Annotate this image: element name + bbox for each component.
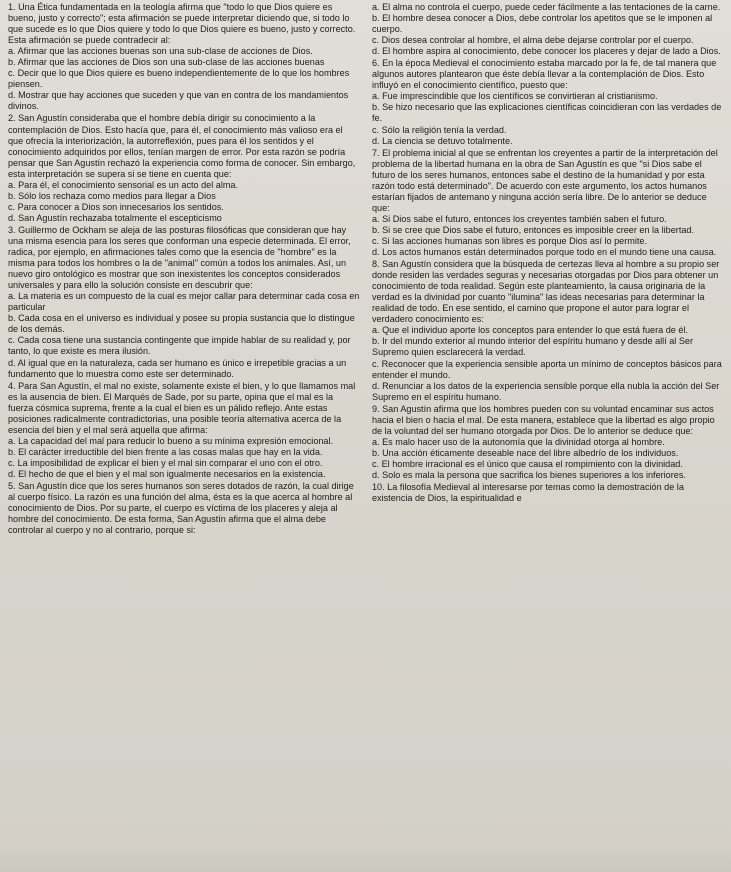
question-4-option-a: a. La capacidad del mal para reducir lo bueno a su mínima expresión emocional. (8, 435, 334, 446)
question-1-option-a: a. Afirmar que las acciones buenas son una sub-clase de acciones de Dios. (8, 46, 313, 57)
question-8-option-a: a. Que el individuo aporte los conceptos para entender lo que está fuera de él. (372, 325, 688, 336)
question-7-option-b: b. Si se cree que Dios sabe el futuro, entonces es imposible creer en la libertad. (372, 224, 694, 235)
question-3-option-d: d. Al igual que en la naturaleza, cada ser humano es único e irrepetible gracias a un fundamento que lo muestra como este ser determinado. (8, 357, 347, 379)
page-bottom-margin (0, 846, 731, 872)
question-3-option-c: c. Cada cosa tiene una sustancia contingente que impide hablar de su realidad y, por tanto, lo que existe es mera ilusión. (8, 335, 351, 357)
question-5-option-b: b. El hombre desea conocer a Dios, debe controlar los apetitos que se le imponen al cuerpo. (372, 13, 713, 35)
question-8-option-d: d. Renunciar a los datos de la experiencia sensible porque ella nubla la acción del Ser Supremo en el espíritu humano. (372, 380, 720, 402)
question-6-option-c: c. Sólo la religión tenía la verdad. (372, 124, 507, 135)
question-2: 2. San Agustín consideraba que el hombre debía dirigir su conocimiento a la contemplación de Dios. Esto hacía que, para él, el conocimiento más valioso era el que ofrecía la interiorización, la autorreflexión, pues para él los sentidos y el conocimiento adquiridos por ellos, tenían margen de error. Por esta razón se podría pensar que San Agustín rechazó la experiencia como forma de conocer. Sin embargo, esta interpretación se supera si se tiene en cuenta que: (8, 113, 356, 179)
question-7: 7. El problema inicial al que se enfrentan los creyentes a partir de la interpretación del problema de la libertad humana en la obra de San Agustín es que "si Dios sabe el futuro de los seres humanos, entonces sabe el destino de la humanidad y por esta razón todo está determinado". De acuerdo con este argumento, los actos humanos estarían fijados de antemano y ninguna acción sería libre. De lo anterior se deduce que: (372, 147, 718, 213)
question-5-option-c: c. Dios desea controlar al hombre, el alma debe dejarse controlar por el cuerpo. (372, 35, 694, 46)
question-5-option-d: d. El hombre aspira al conocimiento, debe conocer los placeres y dejar de lado a Dios. (372, 46, 721, 57)
question-6: 6. En la época Medieval el conocimiento estaba marcado por la fe, de tal manera que algunos autores plantearon que éste debía llevar a la contemplación de Dios. Esto influyó en el conocimiento científico, puesto que: (372, 58, 717, 91)
question-7-option-a: a. Si Dios sabe el futuro, entonces los creyentes también saben el futuro. (372, 213, 667, 224)
question-8: 8. San Agustín considera que la búsqueda de certezas lleva al hombre a su propio ser donde residen las verdades seguras y necesarias otorgadas por Dios para obtener un conocimiento de toda realidad. Según este planteamiento, la causa originaria de la verdad es la divinidad por cuanto "ilumina" las ideas necesarias para determinar la realidad de todo. En ese sentido, el camino que propone el autor para lograr el verdadero conocimiento es: (372, 259, 720, 325)
question-4: 4. Para San Agustín, el mal no existe, solamente existe el bien, y lo que llamamos mal es la ausencia de bien. El Marqués de Sade, por su parte, opina que el mal es la fuerza cósmica suprema, frente a la cual el bien es un pálido reflejo. Ante estas posiciones radicalmente contradictorias, una posible teoría alternativa acerca de la esencia del bien y el mal será aquella que afirma: (8, 380, 356, 435)
question-6-option-d: d. La ciencia se detuvo totalmente. (372, 135, 513, 146)
question-9-option-d: d. Solo es mala la persona que sacrifica los bienes superiores a los inferiores. (372, 469, 686, 480)
question-9: 9. San Agustín afirma que los hombres pueden con su voluntad encaminar sus actos hacia el bien o hacia el mal. De esta manera, establece que la libertad es algo propio de la voluntad del ser humano otorgada por Dios. De lo anterior se deduce que: (372, 403, 715, 436)
question-3: 3. Guillermo de Ockham se aleja de las posturas filosóficas que consideran que hay una misma esencia para los seres que conforman una especie determinada. El error, radica, por ejemplo, en afirmaciones tales como que la esencia de "hombre" es la misma para todos los hombres o la de "animal" común a todos los animales. Así, un nuevo giro ontológico es mostrar que son inexistentes los conceptos considerados universales y para ello la solución consiste en descubrir que: (8, 224, 351, 291)
question-1-option-b: b. Afirmar que las acciones de Dios son una sub-clase de las acciones buenas (8, 57, 325, 68)
question-6-option-b: b. Se hizo necesario que las explicaciones científicas coincidieran con las verdades de fe. (372, 102, 722, 124)
question-5-option-a: a. El alma no controla el cuerpo, puede ceder fácilmente a las tentaciones de la carne. (372, 2, 721, 12)
question-4-option-b: b. El carácter irreductible del bien frente a las cosas malas que hay en la vida. (8, 446, 323, 457)
question-3-option-a: a. La materia es un compuesto de la cual es mejor callar para determinar cada cosa en particular (8, 291, 360, 313)
question-1-option-c: c. Decir que lo que Dios quiere es bueno independientemente de lo que los hombres piensen. (8, 68, 350, 90)
question-2-option-c: c. Para conocer a Dios son innecesarios los sentidos. (8, 201, 224, 212)
question-2-option-d: d. San Agustín rechazaba totalmente el escepticismo (8, 212, 222, 223)
question-1-option-d: d. Mostrar que hay acciones que suceden y que van en contra de los mandamientos divinos. (8, 90, 349, 112)
question-2-option-a: a. Para él, el conocimiento sensorial es un acto del alma. (8, 179, 238, 190)
question-9-option-a: a. Es malo hacer uso de la autonomía que la divinidad otorga al hombre. (372, 436, 665, 447)
question-9-option-c: c. El hombre irracional es el único que causa el rompimiento con la divinidad. (372, 458, 683, 469)
question-3-option-b: b. Cada cosa en el universo es individual y posee su propia sustancia que lo distingue de los demás. (8, 313, 355, 335)
question-8-option-b: b. Ir del mundo exterior al mundo interior del espíritu humano y desde allí al Ser Supremo quien esclarecerá la verdad. (372, 336, 693, 358)
question-7-option-d: d. Los actos humanos están determinados porque todo en el mundo tiene una causa. (372, 247, 717, 258)
question-4-option-d: d. El hecho de que el bien y el mal son igualmente necesarios en la existencia. (8, 468, 326, 479)
right-column (372, 2, 724, 504)
question-4-option-c: c. La imposibilidad de explicar el bien y el mal sin comparar el uno con el otro. (8, 457, 323, 468)
question-7-option-c: c. Si las acciones humanas son libres es porque Dios así lo permite. (372, 235, 647, 246)
question-1: 1. Una Ética fundamentada en la teología afirma que "todo lo que Dios quiere es bueno, justo y correcto"; esta afirmación se puede interpretar diciendo que, si todo lo que sucede es lo que Dios quiere y todo lo que Dios quiere es bueno, justo y correcto. Esta afirmación se puede contradecir al: (8, 2, 356, 46)
question-2-option-b: b. Sólo los rechaza como medios para llegar a Dios (8, 190, 216, 201)
question-5: 5. San Agustín dice que los seres humanos son seres dotados de razón, la cual dirige al cuerpo físico. La razón es una función del alma, ésta es la que acerca al hombre al conocimiento de Dios. Por su parte, el cuerpo es víctima de los placeres y aleja al hombre del conocimiento. De esta forma, San Agustín afirma que el alma debe controlar al cuerpo y no al contrario, porque si: (8, 481, 354, 536)
left-column (8, 2, 360, 536)
question-8-option-c: c. Reconocer que la experiencia sensible aporta un mínimo de conceptos básicos para entender el mundo. (372, 358, 722, 380)
question-9-option-b: b. Una acción éticamente deseable nace del libre albedrío de los individuos. (372, 447, 679, 458)
question-10: 10. La filosofía Medieval al interesarse por temas como la demostración de la existencia de Dios, la espiritualidad e (372, 482, 684, 504)
question-6-option-a: a. Fue imprescindible que los científicos se convirtieran al cristianismo. (372, 91, 658, 102)
